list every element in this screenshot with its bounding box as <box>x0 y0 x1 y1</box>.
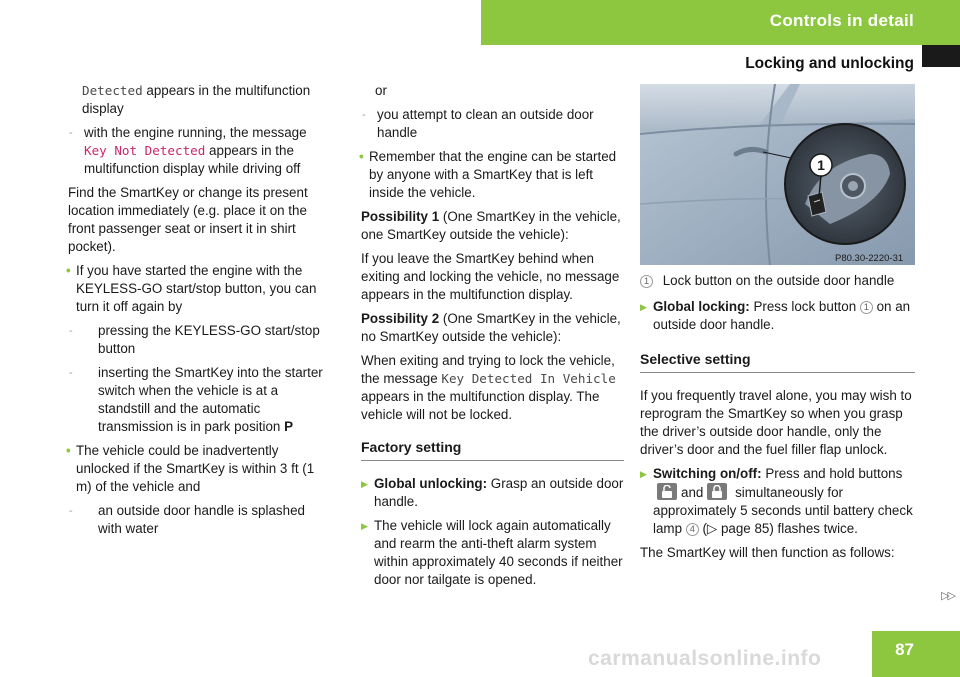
possibility-1-text: If you leave the SmartKey behind when exiting and locking the vehicle, no message appears in the multifunction display. <box>361 251 620 302</box>
bullet-item: • The vehicle could be inadvertently unlocked if the SmartKey is within 3 ft (1 m) of the vehicle and <box>68 442 330 496</box>
reference-number: 4 <box>686 523 699 536</box>
list-item: - an outside door handle is splashed with water <box>68 502 330 538</box>
section-title: Locking and unlocking <box>745 55 914 72</box>
list-item: - pressing the KEYLESS-GO start/stop button <box>68 322 330 358</box>
paragraph-selective: If you frequently travel alone, you may wish to reprogram the SmartKey so when you grasp the driver’s outside door handle, only the driver’s door and the fuel filler flap unlock. <box>640 388 912 457</box>
instruction-global-unlocking: ▶ Global unlocking: Grasp an outside door handle. <box>361 475 624 511</box>
paragraph-function: The SmartKey will then function as follows: <box>640 545 895 560</box>
possibility-1: Possibility 1 (One SmartKey in the vehicle, one SmartKey outside the vehicle): <box>361 209 621 242</box>
paragraph-or: or <box>375 83 387 98</box>
column-2 <box>361 82 624 595</box>
display-message: Key Detected In Vehicle <box>441 371 616 386</box>
paragraph-relock: ▶ The vehicle will lock again automatically and rearm the anti-theft alarm system within approximately 40 seconds if neither door nor tailgate is opened. <box>361 517 624 589</box>
lock-icon <box>707 483 727 500</box>
next-page-icon: ▷▷ <box>941 590 954 602</box>
instruction-switching: ▶ Switching on/off: Press and hold buttons and simultaneously for approximately 5 seconds until battery check lamp 4 (▷ page 85) flashes twice. <box>640 465 915 538</box>
page-number: 87 <box>895 640 914 659</box>
figure-legend: 1 Lock button on the outside door handle <box>640 272 915 290</box>
bullet-item: • If you have started the engine with the KEYLESS-GO start/stop button, you can turn it off again by <box>68 262 330 316</box>
page-number-box <box>872 631 960 677</box>
heading-factory-setting: Factory setting <box>361 438 624 461</box>
figure-id: P80.30-2220-31 <box>835 253 904 264</box>
heading-selective-setting: Selective setting <box>640 350 915 373</box>
paragraph-detected: Detected appears in the multifunction display <box>82 83 311 116</box>
door-handle-figure <box>640 84 915 265</box>
list-item: - with the engine running, the message Key Not Detected appears in the multifunction display while driving off <box>68 124 330 178</box>
corner-block <box>922 45 960 67</box>
list-item: - inserting the SmartKey into the starter switch when the vehicle is at a standstill and the automatic transmission is in park position P <box>68 364 330 436</box>
list-item: - you attempt to clean an outside door handle <box>361 106 624 142</box>
door-handle-illustration <box>640 84 915 265</box>
watermark: carmanualsonline.info <box>588 647 822 670</box>
paragraph-find: Find the SmartKey or change its present location immediately (e.g. place it on the front passenger seat or insert it in shirt pocket). <box>68 185 308 254</box>
header-title: Controls in detail <box>769 11 914 30</box>
bullet-item: • Remember that the engine can be started by anyone with a SmartKey that is left inside the vehicle. <box>361 148 624 202</box>
possibility-2-text: When exiting and trying to lock the vehicle, the message Key Detected In Vehicle appears in the multifunction display. The vehicle will not be locked. <box>361 353 616 422</box>
display-message: Key Not Detected <box>84 143 206 158</box>
instruction-global-locking: ▶ Global locking: Press lock button 1 on an outside door handle. <box>640 298 915 334</box>
column-3 <box>640 272 915 568</box>
unlock-icon <box>657 483 677 500</box>
reference-number: 1 <box>860 301 873 314</box>
figure-callout: 1 <box>817 157 825 173</box>
legend-number: 1 <box>640 275 653 288</box>
column-1 <box>68 82 330 544</box>
possibility-2: Possibility 2 (One SmartKey in the vehicle, no SmartKey outside the vehicle): <box>361 311 621 344</box>
display-message: Detected <box>82 83 143 98</box>
